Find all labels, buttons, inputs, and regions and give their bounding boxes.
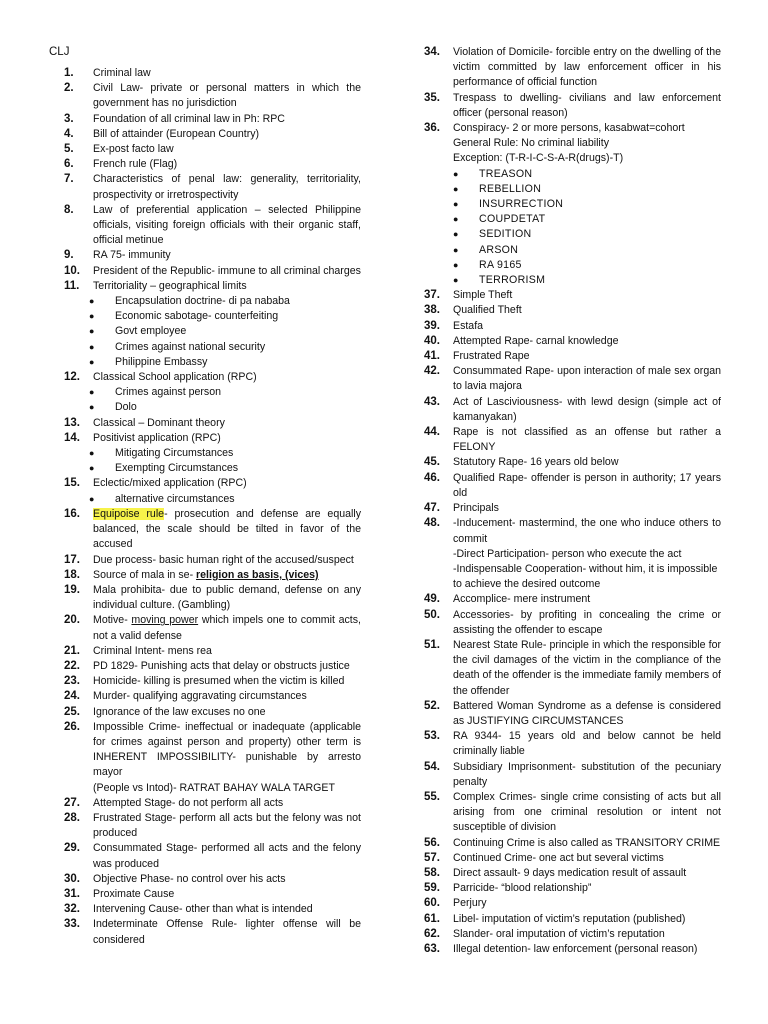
item-text: Mala prohibita- due to public demand, defense on any individual culture. (Gambling) <box>93 583 361 612</box>
item-number: 40. <box>424 334 440 347</box>
bullet-text: Philippine Embassy <box>115 355 208 368</box>
list-item <box>64 279 361 294</box>
item-number: 9. <box>64 249 74 262</box>
list-item <box>424 942 721 957</box>
item-number: 12. <box>64 371 80 384</box>
item-number: 58. <box>424 866 440 879</box>
item-text: Subsidiary Imprisonment- substitution of the pecuniary penalty <box>453 760 721 788</box>
item-number: 11. <box>64 279 80 292</box>
bullet-item <box>64 324 361 339</box>
list-item <box>64 872 361 887</box>
list-item <box>64 264 361 279</box>
item-text: Classical School application (RPC) <box>93 371 257 384</box>
item-number: 38. <box>424 304 440 317</box>
bullet-icon: ● <box>89 326 95 337</box>
item-number: 1. <box>64 67 74 79</box>
item-text: Civil Law- private or personal matters in which the government has no jurisdiction <box>93 82 361 110</box>
list-item <box>424 699 721 729</box>
item-number: 53. <box>424 730 440 743</box>
bullet-icon: ● <box>453 259 459 270</box>
item-text: Source of mala in se- religion as basis, (vices) <box>93 568 319 581</box>
bullet-icon: ● <box>89 448 95 459</box>
left-column <box>64 66 361 948</box>
item-text: Criminal law <box>93 67 151 79</box>
item-number: 17. <box>64 553 80 566</box>
list-item <box>64 887 361 902</box>
item-text: Frustrated Stage- perform all acts but the felony was not produced <box>93 811 361 840</box>
item-number: 33. <box>64 918 80 931</box>
item-text: Ex-post facto law <box>93 143 174 156</box>
item-number: 7. <box>64 173 74 186</box>
bullet-icon: ● <box>453 183 459 194</box>
item-number: 63. <box>424 942 440 955</box>
item-text: Estafa <box>453 319 484 332</box>
bold-underlined-term: religion as basis, (vices) <box>196 568 319 581</box>
list-item <box>424 303 721 318</box>
item-number: 54. <box>424 760 440 773</box>
list-item <box>424 836 721 851</box>
list-item <box>64 142 361 157</box>
bullet-text: Crimes against national security <box>115 340 266 353</box>
item-text: Territoriality – geographical limits <box>93 279 247 292</box>
item-number: 29. <box>64 842 80 855</box>
item-number: 48. <box>424 517 440 530</box>
bullet-text: TERRORISM <box>479 274 546 287</box>
list-item <box>64 127 361 142</box>
list-item <box>424 608 721 638</box>
list-item <box>64 705 361 720</box>
list-item <box>424 455 721 470</box>
list-item <box>424 91 721 121</box>
item-number: 49. <box>424 593 440 606</box>
bullet-item <box>64 446 361 461</box>
list-item <box>64 720 361 781</box>
bullet-text: alternative circumstances <box>115 492 235 505</box>
bullet-icon: ● <box>89 356 95 367</box>
bullet-icon: ● <box>453 214 459 225</box>
item-number: 37. <box>424 289 440 302</box>
list-item <box>64 431 361 446</box>
item-number: 4. <box>64 127 74 140</box>
item-text: Trespass to dwelling- civilians and law enforcement officer (personal reason) <box>453 91 721 119</box>
item-number: 62. <box>424 927 440 940</box>
item-number: 41. <box>424 350 440 363</box>
list-item <box>424 896 721 911</box>
item-text: Accomplice- mere instrument <box>453 593 591 606</box>
item-text: Due process- basic human right of the accused/suspect <box>93 553 354 566</box>
item-number: 16. <box>64 507 80 520</box>
item-text: Conspiracy- 2 or more persons, kasabwat=cohort <box>453 122 685 135</box>
item-text: Act of Lasciviousness- with lewd design (simple act of kamanyakan) <box>453 395 721 423</box>
bullet-text: Mitigating Circumstances <box>115 447 234 460</box>
item-number: 10. <box>64 264 80 277</box>
bullet-icon: ● <box>453 168 459 179</box>
list-item <box>424 471 721 501</box>
bullet-item <box>64 492 361 507</box>
item-text: Criminal Intent- mens rea <box>93 644 212 657</box>
list-item <box>424 760 721 790</box>
item-text: Statutory Rape- 16 years old below <box>453 456 619 469</box>
item-number: 27. <box>64 796 80 809</box>
bullet-item <box>64 340 361 355</box>
list-item <box>424 364 721 394</box>
bullet-text: Encapsulation doctrine- di pa nababa <box>115 295 290 308</box>
item-number: 31. <box>64 887 80 900</box>
list-item <box>424 592 721 607</box>
bullet-icon: ● <box>89 296 95 307</box>
item-number: 60. <box>424 897 440 910</box>
bullet-item <box>64 400 361 415</box>
list-item <box>64 248 361 263</box>
list-item <box>424 729 721 759</box>
item-number: 26. <box>64 720 80 733</box>
list-item <box>64 553 361 568</box>
item-number: 34. <box>424 46 440 58</box>
item-number: 51. <box>424 638 440 651</box>
item-text: Proximate Cause <box>93 887 175 900</box>
item-text: Slander- oral imputation of victim’s reputation <box>453 927 665 940</box>
bullet-icon: ● <box>453 229 459 240</box>
item-text: Frustrated Rape <box>453 350 530 363</box>
item-text: Battered Woman Syndrome as a defense is considered as JUSTIFYING CIRCUMSTANCES <box>453 699 721 727</box>
list-item <box>424 516 721 546</box>
list-item <box>64 659 361 674</box>
list-item <box>64 674 361 689</box>
item-number: 30. <box>64 872 80 885</box>
item-text: RA 9344- 15 years old and below cannot be held criminally liable <box>453 730 721 758</box>
list-item <box>424 851 721 866</box>
item-text: Consummated Stage- performed all acts and the felony was produced <box>93 842 361 870</box>
bullet-item <box>424 197 721 212</box>
item-number: 45. <box>424 456 440 469</box>
bullet-icon: ● <box>89 341 95 352</box>
item-text: Objective Phase- no control over his acts <box>93 872 286 885</box>
continuation-line: Exception: (T-R-I-C-S-A-R(drugs)-T) <box>453 152 624 165</box>
item-text: French rule (Flag) <box>93 158 178 171</box>
bullet-text: Exempting Circumstances <box>115 462 239 475</box>
list-item <box>424 349 721 364</box>
bullet-item <box>424 182 721 197</box>
item-text: Homicide- killing is presumed when the victim is killed <box>93 675 345 688</box>
list-item <box>424 395 721 425</box>
list-item <box>64 476 361 491</box>
item-number: 55. <box>424 790 440 803</box>
list-item <box>64 644 361 659</box>
list-item <box>424 501 721 516</box>
item-text: Nearest State Rule- principle in which the responsible for the civil damages of the victim in the compliance of the death of the offender is the immediate family members of the offender <box>453 638 721 697</box>
item-text: Principals <box>453 502 499 515</box>
bullet-item <box>424 258 721 273</box>
list-item <box>64 902 361 917</box>
item-text: Libel- imputation of victim’s reputation (published) <box>453 912 686 925</box>
continuation-line: -Indispensable Cooperation- without him, it is impossible to achieve the desired outcome <box>453 562 718 591</box>
list-item <box>424 638 721 699</box>
list-item <box>424 927 721 942</box>
bullet-icon: ● <box>453 244 459 255</box>
list-item <box>64 416 361 431</box>
bullet-icon: ● <box>89 493 95 504</box>
item-text: President of the Republic- immune to all criminal charges <box>93 264 361 277</box>
item-text: Classical – Dominant theory <box>93 416 225 429</box>
item-text: Foundation of all criminal law in Ph: RPC <box>93 112 285 125</box>
item-text: Characteristics of penal law: generality, territoriality, prospectivity or irretrospectivity <box>93 173 361 201</box>
list-item <box>64 841 361 871</box>
bullet-text: RA 9165 <box>479 258 522 271</box>
bullet-item <box>64 385 361 400</box>
list-item <box>424 288 721 303</box>
item-number: 56. <box>424 836 440 849</box>
item-number: 18. <box>64 568 80 581</box>
item-text: PD 1829- Punishing acts that delay or obstructs justice <box>93 659 350 672</box>
bullet-text: TREASON <box>479 167 533 180</box>
bullet-text: Dolo <box>115 401 137 414</box>
list-item <box>64 66 361 81</box>
item-text: Rape is not classified as an offense but rather a FELONY <box>453 426 721 454</box>
list-item <box>64 112 361 127</box>
item-number: 61. <box>424 912 440 925</box>
item-number: 5. <box>64 143 74 156</box>
item-number: 28. <box>64 811 80 824</box>
bullet-text: Economic sabotage- counterfeiting <box>115 310 279 323</box>
item-text: Continuing Crime is also called as TRANSITORY CRIME <box>453 836 721 849</box>
bullet-text: COUPDETAT <box>479 213 546 226</box>
bullet-item <box>424 212 721 227</box>
list-item <box>64 81 361 111</box>
list-item <box>64 568 361 583</box>
item-number: 50. <box>424 608 440 621</box>
item-number: 32. <box>64 903 80 916</box>
item-text: Perjury <box>453 897 487 910</box>
list-item <box>424 425 721 455</box>
item-number: 35. <box>424 91 440 104</box>
item-text: -Inducement- mastermind, the one who induce others to commit <box>453 517 721 545</box>
list-item <box>424 912 721 927</box>
item-number: 24. <box>64 690 80 703</box>
bullet-icon: ● <box>89 402 95 413</box>
item-text: Accessories- by profiting in concealing the crime or assisting the offender to escape <box>453 608 721 636</box>
list-item <box>64 172 361 202</box>
underlined-term: moving power <box>131 614 199 627</box>
item-text: Violation of Domicile- forcible entry on the dwelling of the victim committed by law enforcement officer in his performance of official function <box>453 46 721 89</box>
bullet-text: Crimes against person <box>115 386 221 399</box>
item-text: Equipoise rule- prosecution and defense are equally balanced, the scale should be tilted in favor of the accused <box>93 507 361 551</box>
list-item <box>424 866 721 881</box>
item-text: Attempted Stage- do not perform all acts <box>93 796 284 809</box>
item-text: RA 75- immunity <box>93 249 171 262</box>
bullet-item <box>64 309 361 324</box>
list-item <box>424 121 721 136</box>
item-number: 14. <box>64 431 80 444</box>
item-text: Direct assault- 9 days medication result of assault <box>453 866 687 879</box>
item-text: Intervening Cause- other than what is intended <box>93 903 313 916</box>
item-text: Indeterminate Offense Rule- lighter offense will be considered <box>93 918 361 946</box>
bullet-text: ARSON <box>479 243 519 256</box>
bullet-item <box>424 167 721 182</box>
bullet-icon: ● <box>89 311 95 322</box>
bullet-item <box>424 243 721 258</box>
right-column <box>424 45 721 957</box>
item-number: 57. <box>424 851 440 864</box>
list-item <box>64 370 361 385</box>
item-number: 20. <box>64 614 80 627</box>
item-number: 8. <box>64 203 74 216</box>
item-text: Complex Crimes- single crime consisting of acts but all arising from one criminal resolution or intent not susceptible of division <box>453 790 721 834</box>
list-item <box>64 507 361 553</box>
item-text: Continued Crime- one act but several victims <box>453 851 664 864</box>
bullet-text: REBELLION <box>479 182 542 195</box>
list-item <box>64 689 361 704</box>
list-item <box>64 157 361 172</box>
list-item <box>424 45 721 91</box>
continuation-line: General Rule: No criminal liability <box>453 137 610 150</box>
item-text: Positivist application (RPC) <box>93 431 221 444</box>
item-number: 21. <box>64 644 80 657</box>
bullet-icon: ● <box>89 463 95 474</box>
item-number: 39. <box>424 319 440 332</box>
item-number: 19. <box>64 583 80 596</box>
item-text: Attempted Rape- carnal knowledge <box>453 334 619 347</box>
item-text: Eclectic/mixed application (RPC) <box>93 477 247 490</box>
list-item <box>64 917 361 947</box>
item-text: Impossible Crime- ineffectual or inadequate (applicable for crimes against person and property) other term is INHERENT IMPOSSIBILITY- punishable by arresto mayor <box>93 720 361 779</box>
item-number: 36. <box>424 122 440 135</box>
item-text: Motive- moving power which impels one to commit acts, not a valid defense <box>93 614 361 642</box>
item-number: 15. <box>64 477 80 490</box>
list-item <box>64 583 361 613</box>
item-text: Illegal detention- law enforcement (personal reason) <box>453 942 698 955</box>
item-number: 25. <box>64 705 80 718</box>
item-number: 6. <box>64 158 74 171</box>
item-text: Parricide- “blood relationship” <box>453 882 592 895</box>
highlighted-term: Equipoise rule <box>93 507 165 520</box>
item-number: 23. <box>64 675 80 688</box>
list-item <box>424 881 721 896</box>
item-number: 43. <box>424 395 440 408</box>
item-text: Bill of attainder (European Country) <box>93 127 260 140</box>
list-item <box>424 319 721 334</box>
list-item <box>424 790 721 836</box>
list-item <box>64 203 361 249</box>
list-item <box>64 613 361 643</box>
item-number: 46. <box>424 471 440 484</box>
item-number: 59. <box>424 882 440 895</box>
item-text: Law of preferential application – selected Philippine officials, visiting foreign officials with their organic staff, official metinue <box>93 203 361 247</box>
bullet-item <box>64 294 361 309</box>
list-item <box>64 796 361 811</box>
list-item <box>424 334 721 349</box>
item-number: 42. <box>424 365 440 378</box>
item-text: Qualified Theft <box>453 304 522 317</box>
item-number: 22. <box>64 659 80 672</box>
bullet-text: SEDITION <box>479 228 532 241</box>
bullet-text: Govt employee <box>115 325 187 338</box>
bullet-icon: ● <box>453 199 459 210</box>
bullet-icon: ● <box>453 275 459 286</box>
list-item <box>64 811 361 841</box>
continuation-line: (People vs Intod)- RATRAT BAHAY WALA TARGET <box>93 781 335 794</box>
item-number: 44. <box>424 426 440 439</box>
item-number: 2. <box>64 82 74 95</box>
bullet-item <box>424 273 721 288</box>
item-text: Simple Theft <box>453 289 513 302</box>
bullet-icon: ● <box>89 387 95 398</box>
item-number: 47. <box>424 502 440 515</box>
bullet-text: INSURRECTION <box>479 198 564 211</box>
bullet-item <box>424 227 721 242</box>
item-text: Murder- qualifying aggravating circumstances <box>93 690 307 703</box>
document-header: CLJ <box>49 46 70 58</box>
item-text: Ignorance of the law excuses no one <box>93 705 266 718</box>
item-text: Qualified Rape- offender is person in authority; 17 years old <box>453 471 721 499</box>
bullet-item <box>64 355 361 370</box>
item-number: 13. <box>64 416 80 429</box>
continuation-line: -Direct Participation- person who execute the act <box>453 547 682 560</box>
item-number: 52. <box>424 699 440 712</box>
bullet-item <box>64 461 361 476</box>
item-number: 3. <box>64 112 74 125</box>
item-text: Consummated Rape- upon interaction of male sex organ to lavia majora <box>453 365 721 393</box>
